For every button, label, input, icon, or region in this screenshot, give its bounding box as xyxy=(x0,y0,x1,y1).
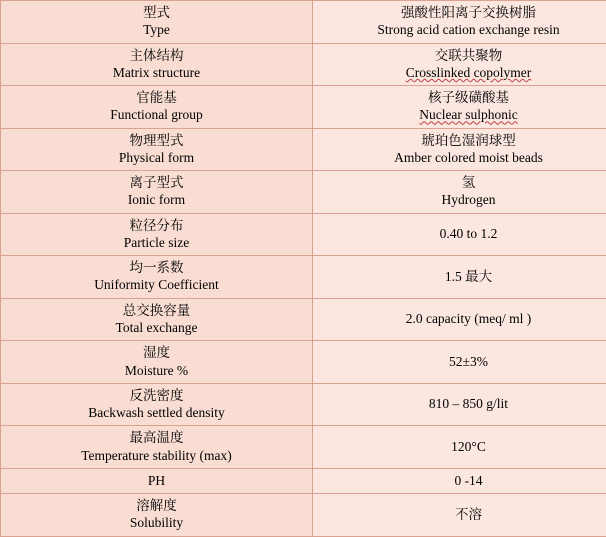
property-label-chinese: 溶解度 xyxy=(5,497,308,514)
specification-value-cell xyxy=(313,383,606,426)
property-label-cell xyxy=(1,298,313,341)
specification-value-english: Hydrogen xyxy=(317,191,606,208)
property-label-chinese: 均一系数 xyxy=(5,259,308,276)
specification-value-cell xyxy=(313,426,606,469)
table-row xyxy=(1,171,606,214)
property-label-chinese: 反洗密度 xyxy=(5,387,308,404)
specification-value-cell xyxy=(313,128,606,171)
table-row xyxy=(1,86,606,129)
property-label-english: Physical form xyxy=(5,149,308,166)
property-label-chinese: 型式 xyxy=(5,4,308,21)
property-label-english: Matrix structure xyxy=(5,64,308,81)
specification-value-chinese: 核子级磺酸基 xyxy=(317,89,606,106)
specification-value-cell xyxy=(313,298,606,341)
property-label-english: Uniformity Coefficient xyxy=(5,276,308,293)
property-label-chinese: 最高温度 xyxy=(5,429,308,446)
property-label-english: Moisture % xyxy=(5,362,308,379)
property-label-english: PH xyxy=(5,472,308,489)
specification-value-english: Strong acid cation exchange resin xyxy=(317,21,606,38)
specification-value: 2.0 capacity (meq/ ml ) xyxy=(317,310,606,327)
table-row xyxy=(1,298,606,341)
table-row xyxy=(1,468,606,493)
table-row xyxy=(1,43,606,86)
table-row xyxy=(1,383,606,426)
property-label-english: Total exchange xyxy=(5,319,308,336)
table-row xyxy=(1,213,606,256)
property-label-cell xyxy=(1,494,313,537)
table-row xyxy=(1,128,606,171)
specification-value-chinese: 强酸性阳离子交换树脂 xyxy=(317,4,606,21)
property-label-english: Ionic form xyxy=(5,191,308,208)
property-label-cell xyxy=(1,86,313,129)
property-label-chinese: 粒径分布 xyxy=(5,217,308,234)
specification-value-cell xyxy=(313,171,606,214)
table-row xyxy=(1,341,606,384)
property-label-chinese: 主体结构 xyxy=(5,47,308,64)
specification-value-chinese: 不溶 xyxy=(317,506,606,523)
specification-value: 810 – 850 g/lit xyxy=(317,395,606,412)
property-label-cell xyxy=(1,128,313,171)
specification-value-english: Nuclear sulphonic xyxy=(317,106,606,123)
table-row xyxy=(1,256,606,299)
specification-value-english: Amber colored moist beads xyxy=(317,149,606,166)
specification-value: 0 -14 xyxy=(317,472,606,489)
property-label-english: Particle size xyxy=(5,234,308,251)
property-label-english: Type xyxy=(5,21,308,38)
specification-value: 0.40 to 1.2 xyxy=(317,225,606,242)
specification-value-cell xyxy=(313,1,606,44)
property-label-chinese: 离子型式 xyxy=(5,174,308,191)
specification-value: 1.5 最大 xyxy=(317,268,606,285)
specification-value-chinese: 交联共聚物 xyxy=(317,47,606,64)
table-body xyxy=(1,1,606,537)
specification-value-cell xyxy=(313,468,606,493)
specification-value-cell xyxy=(313,256,606,299)
property-label-english: Solubility xyxy=(5,514,308,531)
property-label-cell xyxy=(1,1,313,44)
specification-value-chinese: 琥珀色湿润球型 xyxy=(317,132,606,149)
property-label-cell xyxy=(1,341,313,384)
property-label-cell xyxy=(1,213,313,256)
specification-value-english: Crosslinked copolymer xyxy=(317,64,606,81)
property-label-cell xyxy=(1,43,313,86)
property-label-cell xyxy=(1,256,313,299)
property-label-cell xyxy=(1,426,313,469)
table-row xyxy=(1,426,606,469)
specification-value: 120°C xyxy=(317,438,606,455)
property-label-cell xyxy=(1,383,313,426)
specification-value-cell xyxy=(313,213,606,256)
table-row xyxy=(1,1,606,44)
table-row xyxy=(1,494,606,537)
property-label-chinese: 湿度 xyxy=(5,344,308,361)
property-label-cell xyxy=(1,468,313,493)
property-label-english: Temperature stability (max) xyxy=(5,447,308,464)
specification-value-cell xyxy=(313,494,606,537)
property-label-chinese: 官能基 xyxy=(5,89,308,106)
specification-value-cell xyxy=(313,86,606,129)
specification-value: 52±3% xyxy=(317,353,606,370)
property-label-english: Backwash settled density xyxy=(5,404,308,421)
specification-value-cell xyxy=(313,43,606,86)
property-label-cell xyxy=(1,171,313,214)
specification-value-chinese: 氢 xyxy=(317,174,606,191)
specification-value-cell xyxy=(313,341,606,384)
property-label-chinese: 总交换容量 xyxy=(5,302,308,319)
property-label-chinese: 物理型式 xyxy=(5,132,308,149)
property-label-english: Functional group xyxy=(5,106,308,123)
